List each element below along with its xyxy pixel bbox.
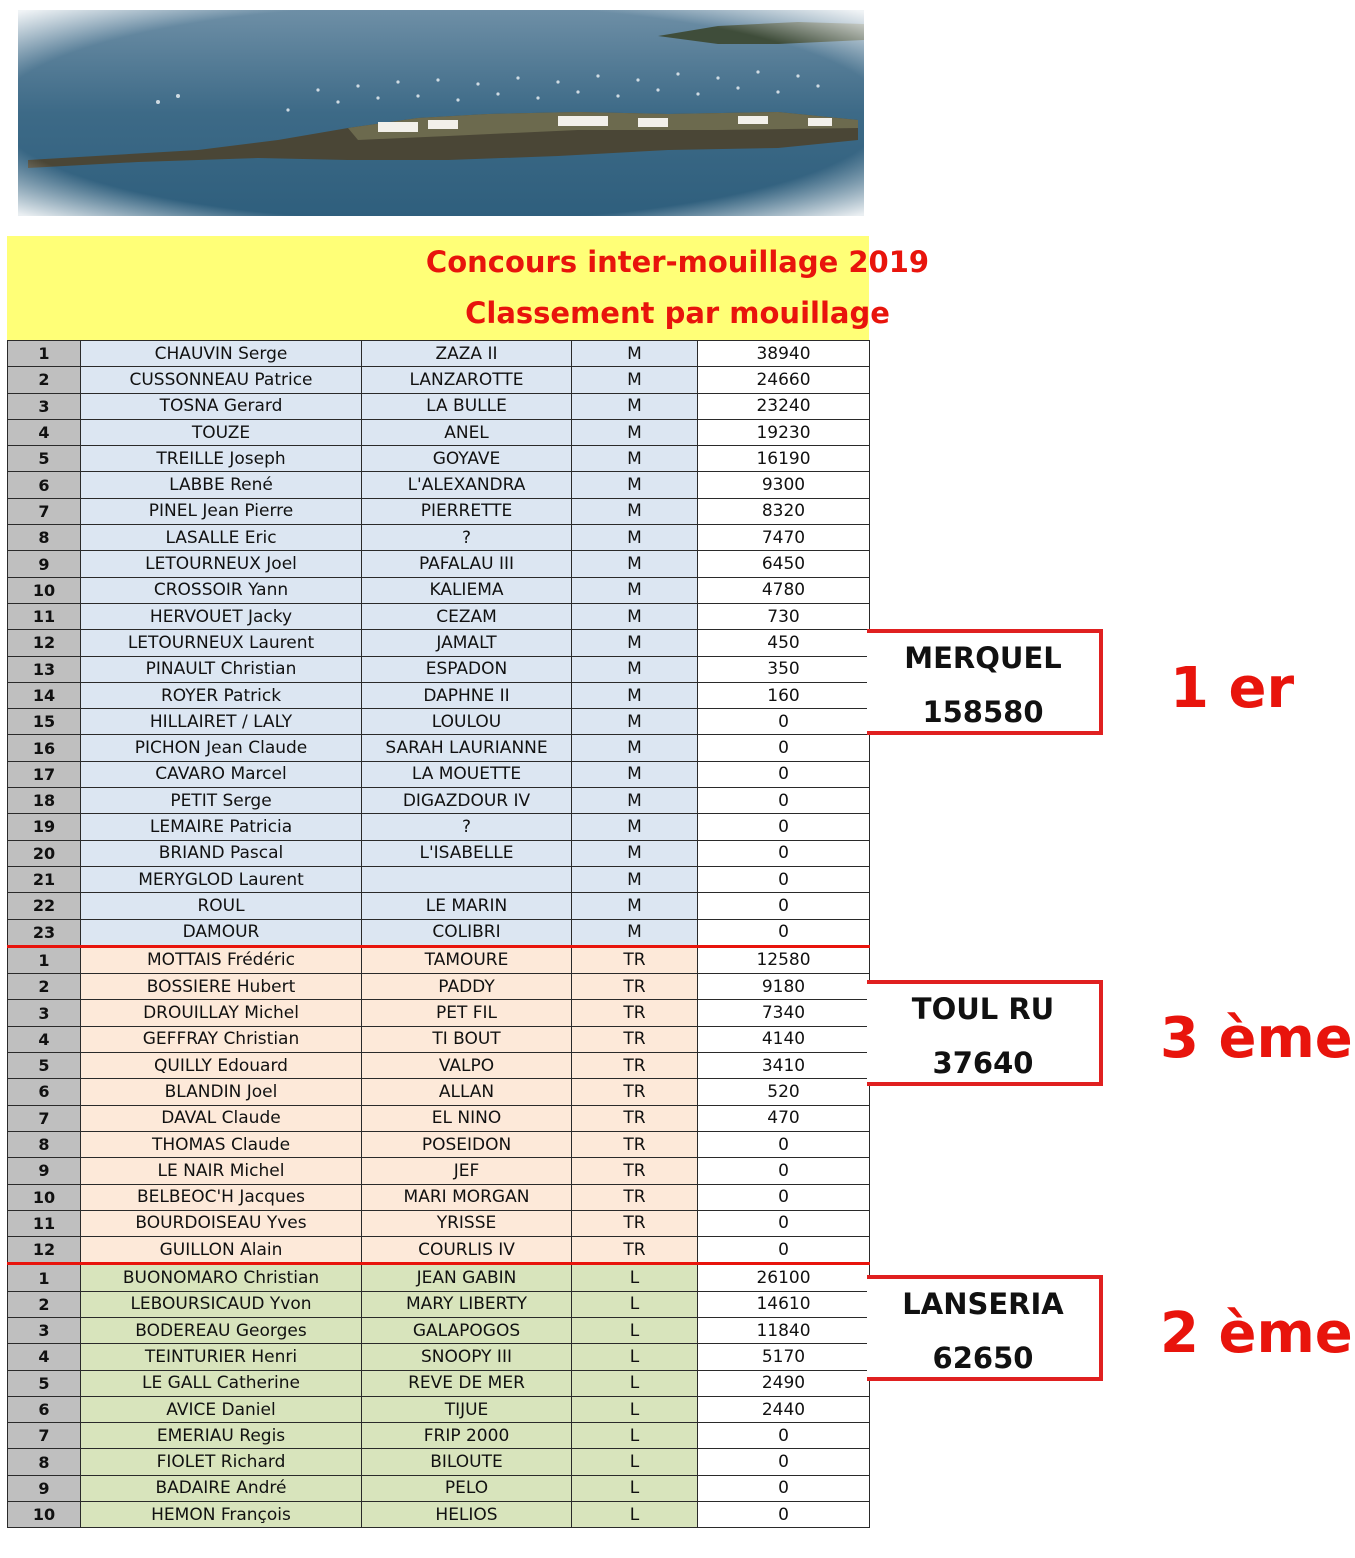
table-row (8, 840, 870, 866)
skipper-cell: HILLAIRET / LALY (81, 709, 362, 735)
score-cell: 0 (698, 919, 870, 946)
mooring-code-cell: TR (572, 1158, 698, 1184)
score-cell: 0 (698, 1475, 870, 1501)
mooring-code-cell: L (572, 1502, 698, 1528)
page-title: Concours inter-mouillage 2019 (425, 245, 930, 279)
table-row (8, 367, 870, 393)
rank-cell: 2 (8, 974, 81, 1000)
rank-cell: 18 (8, 788, 81, 814)
skipper-cell: LETOURNEUX Laurent (81, 630, 362, 656)
table-row (8, 1158, 870, 1184)
score-cell: 4140 (698, 1026, 870, 1052)
boat-cell: TIJUE (362, 1396, 572, 1422)
mooring-code-cell: L (572, 1291, 698, 1317)
mooring-code-cell: M (572, 709, 698, 735)
table-row (8, 630, 870, 656)
score-cell: 520 (698, 1079, 870, 1105)
score-cell: 0 (698, 1423, 870, 1449)
skipper-cell: TEINTURIER Henri (81, 1344, 362, 1370)
rank-cell: 10 (8, 1502, 81, 1528)
boat-cell: PADDY (362, 974, 572, 1000)
mooring-code-cell: TR (572, 1210, 698, 1236)
group-place-toul-ru: 3 ème (1160, 1006, 1353, 1071)
boat-cell: VALPO (362, 1053, 572, 1079)
boat-cell: YRISSE (362, 1210, 572, 1236)
skipper-cell: CAVARO Marcel (81, 761, 362, 787)
mooring-code-cell: M (572, 682, 698, 708)
rank-cell: 11 (8, 1210, 81, 1236)
table-row (8, 1184, 870, 1210)
rank-cell: 21 (8, 866, 81, 892)
score-cell: 0 (698, 788, 870, 814)
skipper-cell: DAVAL Claude (81, 1105, 362, 1131)
boat-cell: LOULOU (362, 709, 572, 735)
mooring-code-cell: L (572, 1344, 698, 1370)
mooring-code-cell: TR (572, 1131, 698, 1157)
group-total: 37640 (932, 1046, 1034, 1080)
table-row (8, 603, 870, 629)
boat-cell: ANEL (362, 419, 572, 445)
page-subtitle: Classement par mouillage (465, 296, 890, 330)
rank-cell: 22 (8, 893, 81, 919)
boat-cell: TI BOUT (362, 1026, 572, 1052)
table-row (8, 1053, 870, 1079)
skipper-cell: CUSSONNEAU Patrice (81, 367, 362, 393)
skipper-cell: HERVOUET Jacky (81, 603, 362, 629)
mooring-code-cell: M (572, 630, 698, 656)
mooring-code-cell: M (572, 498, 698, 524)
results-table (7, 340, 870, 1528)
skipper-cell: BRIAND Pascal (81, 840, 362, 866)
mooring-code-cell: L (572, 1475, 698, 1501)
rank-cell: 6 (8, 1079, 81, 1105)
group-total: 62650 (932, 1341, 1034, 1375)
rank-cell: 2 (8, 1291, 81, 1317)
rank-cell: 20 (8, 840, 81, 866)
skipper-cell: TOUZE (81, 419, 362, 445)
boat-cell: COLIBRI (362, 919, 572, 946)
boat-cell: DIGAZDOUR IV (362, 788, 572, 814)
score-cell: 9180 (698, 974, 870, 1000)
mooring-code-cell: M (572, 341, 698, 367)
rank-cell: 3 (8, 1317, 81, 1343)
boat-cell: ESPADON (362, 656, 572, 682)
boat-cell: MARY LIBERTY (362, 1291, 572, 1317)
skipper-cell: BUONOMARO Christian (81, 1264, 362, 1291)
skipper-cell: GEFFRAY Christian (81, 1026, 362, 1052)
mooring-code-cell: L (572, 1264, 698, 1291)
score-cell: 470 (698, 1105, 870, 1131)
skipper-cell: ROYER Patrick (81, 682, 362, 708)
skipper-cell: GUILLON Alain (81, 1237, 362, 1264)
table-row (8, 1105, 870, 1131)
table-row (8, 1370, 870, 1396)
boat-cell: REVE DE MER (362, 1370, 572, 1396)
table-row (8, 761, 870, 787)
skipper-cell: THOMAS Claude (81, 1131, 362, 1157)
score-cell: 16190 (698, 446, 870, 472)
table-row (8, 656, 870, 682)
table-row (8, 1502, 870, 1528)
table-row (8, 1210, 870, 1236)
rank-cell: 10 (8, 1184, 81, 1210)
score-cell: 0 (698, 1502, 870, 1528)
boat-cell: ZAZA II (362, 341, 572, 367)
boat-cell: HELIOS (362, 1502, 572, 1528)
table-row (8, 893, 870, 919)
table-row (8, 814, 870, 840)
skipper-cell: BELBEOC'H Jacques (81, 1184, 362, 1210)
table-row (8, 1344, 870, 1370)
group-place-lanseria: 2 ème (1160, 1301, 1353, 1366)
boat-cell: SARAH LAURIANNE (362, 735, 572, 761)
score-cell: 0 (698, 1158, 870, 1184)
score-cell: 9300 (698, 472, 870, 498)
skipper-cell: DROUILLAY Michel (81, 1000, 362, 1026)
mooring-code-cell: TR (572, 1053, 698, 1079)
score-cell: 38940 (698, 341, 870, 367)
rank-cell: 1 (8, 1264, 81, 1291)
group-name: MERQUEL (904, 641, 1062, 675)
table-row (8, 682, 870, 708)
rank-cell: 17 (8, 761, 81, 787)
boat-cell: SNOOPY III (362, 1344, 572, 1370)
score-cell: 0 (698, 814, 870, 840)
boat-cell: L'ISABELLE (362, 840, 572, 866)
mooring-code-cell: M (572, 735, 698, 761)
rank-cell: 23 (8, 919, 81, 946)
score-cell: 0 (698, 1210, 870, 1236)
table-row (8, 1026, 870, 1052)
rank-cell: 7 (8, 1423, 81, 1449)
score-cell: 0 (698, 840, 870, 866)
score-cell: 0 (698, 1449, 870, 1475)
rank-cell: 10 (8, 577, 81, 603)
score-cell: 5170 (698, 1344, 870, 1370)
mooring-code-cell: TR (572, 1237, 698, 1264)
mooring-code-cell: L (572, 1317, 698, 1343)
skipper-cell: QUILLY Edouard (81, 1053, 362, 1079)
skipper-cell: LEBOURSICAUD Yvon (81, 1291, 362, 1317)
table-row (8, 1079, 870, 1105)
score-cell: 0 (698, 735, 870, 761)
table-row (8, 1317, 870, 1343)
skipper-cell: LABBE René (81, 472, 362, 498)
boat-cell: LE MARIN (362, 893, 572, 919)
score-cell: 0 (698, 709, 870, 735)
score-cell: 0 (698, 866, 870, 892)
score-cell: 0 (698, 1184, 870, 1210)
rank-cell: 15 (8, 709, 81, 735)
skipper-cell: TREILLE Joseph (81, 446, 362, 472)
boat-cell: COURLIS IV (362, 1237, 572, 1264)
score-cell: 26100 (698, 1264, 870, 1291)
rank-cell: 11 (8, 603, 81, 629)
rank-cell: 5 (8, 1370, 81, 1396)
skipper-cell: MOTTAIS Frédéric (81, 946, 362, 973)
skipper-cell: TOSNA Gerard (81, 393, 362, 419)
score-cell: 4780 (698, 577, 870, 603)
mooring-code-cell: M (572, 446, 698, 472)
rank-cell: 8 (8, 1449, 81, 1475)
table-row (8, 709, 870, 735)
mooring-code-cell: M (572, 866, 698, 892)
boat-cell: L'ALEXANDRA (362, 472, 572, 498)
skipper-cell: BADAIRE André (81, 1475, 362, 1501)
skipper-cell: PINEL Jean Pierre (81, 498, 362, 524)
score-cell: 23240 (698, 393, 870, 419)
mooring-code-cell: TR (572, 1000, 698, 1026)
rank-cell: 12 (8, 630, 81, 656)
skipper-cell: BOURDOISEAU Yves (81, 1210, 362, 1236)
table-row (8, 1423, 870, 1449)
boat-cell: PELO (362, 1475, 572, 1501)
aerial-harbor-photo (18, 10, 864, 216)
group-box-merquel (867, 629, 1103, 735)
boat-cell: ? (362, 814, 572, 840)
mooring-code-cell: M (572, 393, 698, 419)
rank-cell: 4 (8, 419, 81, 445)
score-cell: 3410 (698, 1053, 870, 1079)
mooring-code-cell: M (572, 656, 698, 682)
table-row (8, 1131, 870, 1157)
boat-cell: GALAPOGOS (362, 1317, 572, 1343)
skipper-cell: LASALLE Eric (81, 525, 362, 551)
score-cell: 2440 (698, 1396, 870, 1422)
boat-cell: PIERRETTE (362, 498, 572, 524)
boat-cell: POSEIDON (362, 1131, 572, 1157)
table-row (8, 393, 870, 419)
skipper-cell: BLANDIN Joel (81, 1079, 362, 1105)
skipper-cell: ROUL (81, 893, 362, 919)
table-row (8, 341, 870, 367)
table-row (8, 974, 870, 1000)
skipper-cell: MERYGLOD Laurent (81, 866, 362, 892)
skipper-cell: CHAUVIN Serge (81, 341, 362, 367)
mooring-code-cell: M (572, 525, 698, 551)
table-row (8, 1237, 870, 1264)
score-cell: 450 (698, 630, 870, 656)
table-row (8, 788, 870, 814)
rank-cell: 7 (8, 1105, 81, 1131)
mooring-code-cell: M (572, 472, 698, 498)
skipper-cell: LE GALL Catherine (81, 1370, 362, 1396)
boat-cell: PAFALAU III (362, 551, 572, 577)
rank-cell: 5 (8, 1053, 81, 1079)
table-row (8, 735, 870, 761)
skipper-cell: EMERIAU Regis (81, 1423, 362, 1449)
table-row (8, 1291, 870, 1317)
rank-cell: 13 (8, 656, 81, 682)
table-row (8, 551, 870, 577)
skipper-cell: LETOURNEUX Joel (81, 551, 362, 577)
boat-cell: JAMALT (362, 630, 572, 656)
rank-cell: 6 (8, 1396, 81, 1422)
score-cell: 160 (698, 682, 870, 708)
table-row (8, 446, 870, 472)
mooring-code-cell: M (572, 814, 698, 840)
score-cell: 7340 (698, 1000, 870, 1026)
boat-cell (362, 866, 572, 892)
mooring-code-cell: M (572, 577, 698, 603)
rank-cell: 1 (8, 946, 81, 973)
group-box-lanseria (867, 1275, 1103, 1381)
boat-cell: TAMOURE (362, 946, 572, 973)
mooring-code-cell: M (572, 551, 698, 577)
rank-cell: 14 (8, 682, 81, 708)
boat-cell: DAPHNE II (362, 682, 572, 708)
boat-cell: MARI MORGAN (362, 1184, 572, 1210)
score-cell: 2490 (698, 1370, 870, 1396)
mooring-code-cell: M (572, 788, 698, 814)
group-place-merquel: 1 er (1170, 656, 1295, 721)
skipper-cell: HEMON François (81, 1502, 362, 1528)
skipper-cell: BOSSIERE Hubert (81, 974, 362, 1000)
skipper-cell: PICHON Jean Claude (81, 735, 362, 761)
rank-cell: 8 (8, 525, 81, 551)
boat-cell: JEAN GABIN (362, 1264, 572, 1291)
rank-cell: 9 (8, 1158, 81, 1184)
rank-cell: 6 (8, 472, 81, 498)
table-row (8, 498, 870, 524)
boat-cell: LA MOUETTE (362, 761, 572, 787)
rank-cell: 12 (8, 1237, 81, 1264)
score-cell: 11840 (698, 1317, 870, 1343)
mooring-code-cell: M (572, 893, 698, 919)
rank-cell: 4 (8, 1344, 81, 1370)
mooring-code-cell: L (572, 1396, 698, 1422)
mooring-code-cell: M (572, 919, 698, 946)
boat-cell: ALLAN (362, 1079, 572, 1105)
skipper-cell: AVICE Daniel (81, 1396, 362, 1422)
table-row (8, 1449, 870, 1475)
table-row (8, 419, 870, 445)
skipper-cell: FIOLET Richard (81, 1449, 362, 1475)
boat-cell: ? (362, 525, 572, 551)
boat-cell: BILOUTE (362, 1449, 572, 1475)
table-row (8, 472, 870, 498)
rank-cell: 9 (8, 551, 81, 577)
mooring-code-cell: L (572, 1423, 698, 1449)
table-row (8, 946, 870, 973)
score-cell: 12580 (698, 946, 870, 973)
rank-cell: 7 (8, 498, 81, 524)
group-total: 158580 (922, 695, 1044, 729)
skipper-cell: CROSSOIR Yann (81, 577, 362, 603)
rank-cell: 8 (8, 1131, 81, 1157)
rank-cell: 3 (8, 393, 81, 419)
boat-cell: LA BULLE (362, 393, 572, 419)
mooring-code-cell: TR (572, 1026, 698, 1052)
table-row (8, 525, 870, 551)
skipper-cell: DAMOUR (81, 919, 362, 946)
score-cell: 14610 (698, 1291, 870, 1317)
score-cell: 0 (698, 761, 870, 787)
mooring-code-cell: TR (572, 1105, 698, 1131)
table-row (8, 577, 870, 603)
mooring-code-cell: M (572, 419, 698, 445)
mooring-code-cell: TR (572, 974, 698, 1000)
score-cell: 6450 (698, 551, 870, 577)
group-name: TOUL RU (911, 992, 1055, 1026)
score-cell: 350 (698, 656, 870, 682)
group-box-toul-ru (867, 980, 1103, 1086)
skipper-cell: LEMAIRE Patricia (81, 814, 362, 840)
boat-cell: FRIP 2000 (362, 1423, 572, 1449)
rank-cell: 1 (8, 341, 81, 367)
skipper-cell: PETIT Serge (81, 788, 362, 814)
mooring-code-cell: L (572, 1370, 698, 1396)
score-cell: 7470 (698, 525, 870, 551)
boat-cell: EL NINO (362, 1105, 572, 1131)
mooring-code-cell: M (572, 367, 698, 393)
mooring-code-cell: TR (572, 1184, 698, 1210)
skipper-cell: PINAULT Christian (81, 656, 362, 682)
score-cell: 0 (698, 1237, 870, 1264)
table-row (8, 866, 870, 892)
score-cell: 0 (698, 893, 870, 919)
score-cell: 19230 (698, 419, 870, 445)
table-row (8, 919, 870, 946)
score-cell: 24660 (698, 367, 870, 393)
table-row (8, 1396, 870, 1422)
rank-cell: 4 (8, 1026, 81, 1052)
boat-cell: JEF (362, 1158, 572, 1184)
mooring-code-cell: M (572, 603, 698, 629)
boat-cell: LANZAROTTE (362, 367, 572, 393)
table-row (8, 1475, 870, 1501)
table-row (8, 1264, 870, 1291)
rank-cell: 2 (8, 367, 81, 393)
mooring-code-cell: TR (572, 1079, 698, 1105)
boat-cell: PET FIL (362, 1000, 572, 1026)
table-row (8, 1000, 870, 1026)
score-cell: 730 (698, 603, 870, 629)
skipper-cell: LE NAIR Michel (81, 1158, 362, 1184)
score-cell: 0 (698, 1131, 870, 1157)
mooring-code-cell: M (572, 761, 698, 787)
score-cell: 8320 (698, 498, 870, 524)
mooring-code-cell: L (572, 1449, 698, 1475)
rank-cell: 19 (8, 814, 81, 840)
rank-cell: 16 (8, 735, 81, 761)
rank-cell: 3 (8, 1000, 81, 1026)
mooring-code-cell: TR (572, 946, 698, 973)
group-name: LANSERIA (902, 1287, 1064, 1321)
skipper-cell: BODEREAU Georges (81, 1317, 362, 1343)
boat-cell: CEZAM (362, 603, 572, 629)
boat-cell: GOYAVE (362, 446, 572, 472)
rank-cell: 9 (8, 1475, 81, 1501)
boat-cell: KALIEMA (362, 577, 572, 603)
rank-cell: 5 (8, 446, 81, 472)
mooring-code-cell: M (572, 840, 698, 866)
